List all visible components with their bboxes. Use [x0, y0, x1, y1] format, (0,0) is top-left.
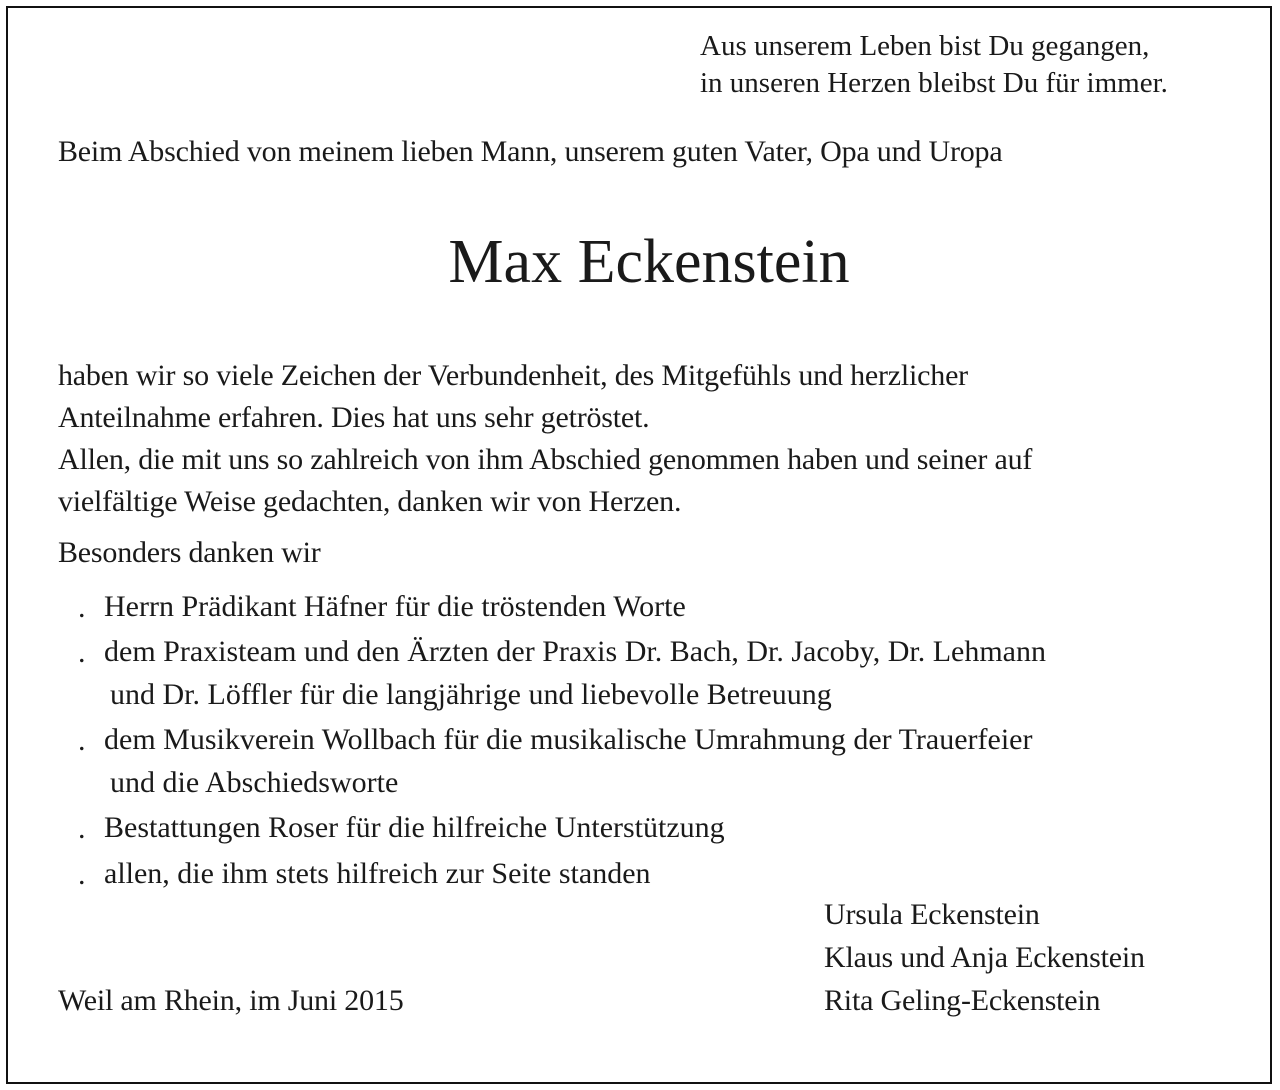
thanks-intro: Besonders danken wir: [58, 536, 321, 569]
signatory-1: Ursula Eckenstein: [824, 898, 1040, 931]
place-and-date: Weil am Rhein, im Juni 2015: [58, 984, 404, 1017]
bullet-marker: .: [78, 636, 86, 669]
body-line-4: vielfältige Weise gedachten, danken wir von Herzen.: [58, 485, 682, 518]
motto-line-1: Aus unserem Leben bist Du gegangen,: [700, 30, 1150, 62]
motto-line-2: in unseren Herzen bleibst Du für immer.: [700, 67, 1168, 99]
thanks-item-2: dem Praxisteam und den Ärzten der Praxis Dr. Bach, Dr. Jacoby, Dr. Lehmann: [104, 635, 1046, 668]
thanks-item-1: Herrn Prädikant Häfner für die tröstenden Worte: [104, 590, 686, 623]
body-line-2: Anteilnahme erfahren. Dies hat uns sehr getröstet.: [58, 401, 650, 434]
body-line-1: haben wir so viele Zeichen der Verbundenheit, des Mitgefühls und herzlicher: [58, 359, 968, 392]
bullet-marker: .: [78, 724, 86, 757]
thanks-item-2-continued: und Dr. Löffler für die langjährige und liebevolle Betreuung: [110, 678, 832, 711]
bullet-marker: .: [78, 812, 86, 845]
signatory-3: Rita Geling-Eckenstein: [824, 984, 1101, 1017]
thanks-item-3-continued: und die Abschiedsworte: [110, 766, 399, 799]
motto: [700, 28, 1168, 102]
thanks-item-4: Bestattungen Roser für die hilfreiche Unterstützung: [104, 811, 725, 844]
bullet-marker: .: [78, 858, 86, 891]
bullet-marker: .: [78, 591, 86, 624]
deceased-name: Max Eckenstein: [448, 228, 850, 296]
thanks-item-5: allen, die ihm stets hilfreich zur Seite standen: [104, 857, 651, 890]
body-line-3: Allen, die mit uns so zahlreich von ihm Abschied genommen haben und seiner auf: [58, 443, 1033, 476]
signatory-2: Klaus und Anja Eckenstein: [824, 941, 1145, 974]
thanks-item-3: dem Musikverein Wollbach für die musikalische Umrahmung der Trauerfeier: [104, 723, 1033, 756]
intro-line: Beim Abschied von meinem lieben Mann, unserem guten Vater, Opa und Uropa: [58, 135, 1003, 168]
